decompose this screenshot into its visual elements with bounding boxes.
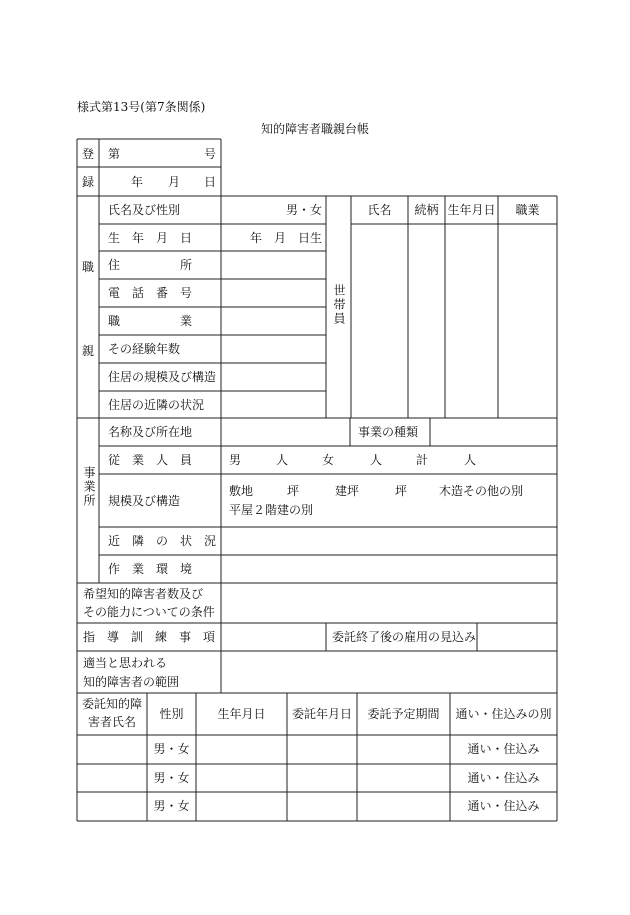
trust-header-name-2: 害者氏名 (87, 715, 136, 729)
structure-building: 建坪 (335, 484, 360, 498)
trust-row-3-commute: 通い・住込み (467, 799, 540, 813)
structure-wood-other: 木造その他の別 (439, 484, 524, 498)
trust-header-commute: 通い・住込みの別 (455, 707, 552, 721)
employment-prospect-label: 委託終了後の雇用の見込み (332, 630, 477, 644)
employees-total-unit: 人 (464, 453, 477, 467)
conditions-label-1: 希望知的障害者数及び (83, 587, 204, 601)
structure-building-unit: 坪 (395, 484, 408, 498)
trust-row-2-gender: 男・女 (153, 771, 190, 785)
registration-year: 年 (131, 175, 144, 189)
household-header-birthdate: 生年月日 (447, 203, 496, 217)
employees-female: 女 (322, 453, 335, 467)
shokuoya-row-phone: 電 話 番 号 (108, 286, 193, 300)
business-type-label: 事業の種類 (358, 425, 419, 439)
structure-site: 敷地 (229, 484, 254, 498)
shokuoya-row-experience: その経験年数 (108, 342, 181, 356)
registration-month: 月 (168, 175, 181, 189)
trust-row-2-commute: 通い・住込み (467, 771, 540, 785)
shokuoya-label-2: 親 (81, 344, 94, 358)
form-number: 様式第13号(第7条関係) (77, 100, 206, 114)
range-label-2: 知的障害者の範囲 (83, 675, 180, 689)
employees-male: 男 (229, 453, 242, 467)
shokuoya-row-name-gender: 氏名及び性別 (108, 203, 181, 217)
household-header-relation: 続柄 (414, 203, 439, 217)
registration-dai: 第 (108, 147, 121, 161)
trust-header-name-1: 委託知的障 (81, 697, 142, 711)
registration-go: 号 (204, 147, 217, 161)
jigyosho-row-scale-structure: 規模及び構造 (108, 494, 181, 508)
structure-floors: 平屋２階建の別 (229, 503, 314, 517)
household-header-name: 氏名 (367, 203, 392, 217)
trust-header-trust-date: 委託年月日 (291, 707, 352, 721)
page-title: 知的障害者職親台帳 (260, 122, 369, 136)
shokuoya-row-address: 住 所 (108, 258, 193, 272)
guidance-label: 指 導 訓 練 事 項 (83, 630, 216, 644)
trust-row-1-commute: 通い・住込み (467, 742, 540, 756)
jigyosho-row-employees: 従 業 人 員 (108, 453, 193, 467)
structure-site-unit: 坪 (287, 484, 300, 498)
shokuoya-row-occupation: 職 業 (108, 314, 193, 328)
trust-header-gender: 性別 (159, 707, 184, 721)
household-header-occupation: 職業 (515, 203, 540, 217)
trust-header-birthdate: 生年月日 (217, 707, 266, 721)
shokuoya-row-housing-neighborhood: 住居の近隣の状況 (108, 398, 205, 412)
range-label-1: 適当と思われる (83, 656, 168, 670)
employees-female-unit: 人 (370, 453, 383, 467)
gender-value: 男・女 (286, 203, 323, 217)
trust-header-period: 委託予定期間 (367, 707, 440, 721)
conditions-label-2: その能力についての条件 (83, 605, 215, 619)
jigyosho-row-name-location: 名称及び所在地 (108, 425, 193, 439)
shokuoya-label-1: 職 (81, 260, 94, 274)
household-label: 世帯員 (332, 284, 346, 326)
jigyosho-row-work-environment: 作 業 環 境 (108, 562, 193, 576)
registration-label-1: 登 (81, 147, 94, 161)
employees-male-unit: 人 (276, 453, 289, 467)
shokuoya-row-birthdate: 生 年 月 日 (108, 231, 193, 245)
jigyosho-label: 事業所 (82, 466, 96, 508)
shokuoya-row-housing-structure: 住居の規模及び構造 (108, 370, 217, 384)
trust-row-1-gender: 男・女 (153, 742, 190, 756)
employees-total: 計 (416, 453, 429, 467)
trust-row-3-gender: 男・女 (153, 799, 190, 813)
registration-label-2: 録 (81, 175, 94, 189)
birth-value: 年 月 日生 (250, 231, 323, 245)
jigyosho-row-neighborhood: 近 隣 の 状 況 (108, 534, 217, 548)
registration-day: 日 (204, 175, 217, 189)
